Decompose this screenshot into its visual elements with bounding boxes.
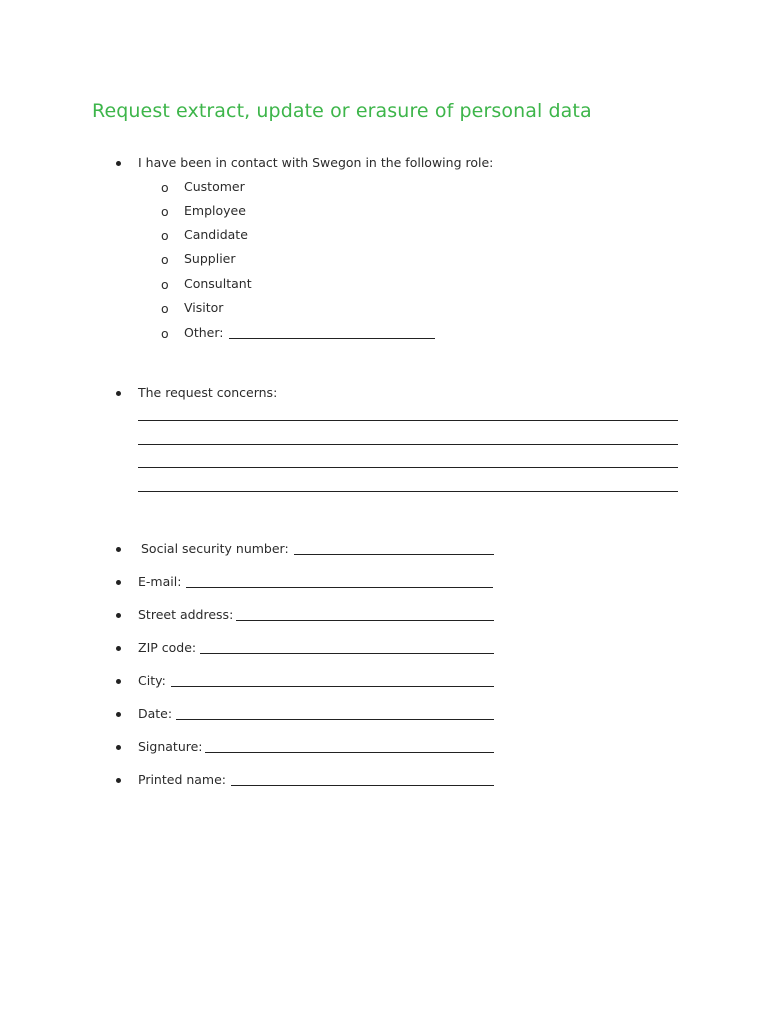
bullet-icon bbox=[116, 547, 121, 552]
email-label: E-mail: bbox=[138, 574, 182, 589]
ssn-field[interactable] bbox=[294, 554, 494, 555]
circle-bullet-icon: o bbox=[161, 204, 169, 219]
role-option-label: Customer bbox=[184, 179, 245, 194]
date-label: Date: bbox=[138, 706, 173, 721]
ssn-label: Social security number: bbox=[141, 541, 289, 556]
printed-name-label: Printed name: bbox=[138, 772, 227, 787]
role-option-label: Supplier bbox=[184, 251, 236, 266]
request-label: The request concerns: bbox=[138, 385, 278, 400]
zip-label: ZIP code: bbox=[138, 640, 197, 655]
request-line-2[interactable] bbox=[138, 444, 678, 445]
circle-bullet-icon: o bbox=[161, 277, 169, 292]
city-field[interactable] bbox=[171, 686, 494, 687]
bullet-icon bbox=[116, 161, 121, 166]
circle-bullet-icon: o bbox=[161, 252, 169, 267]
role-option-label: Candidate bbox=[184, 227, 248, 242]
street-label: Street address: bbox=[138, 607, 234, 622]
bullet-icon bbox=[116, 613, 121, 618]
city-label: City: bbox=[138, 673, 166, 688]
role-option-label: Consultant bbox=[184, 276, 252, 291]
bullet-icon bbox=[116, 646, 121, 651]
signature-label: Signature: bbox=[138, 739, 203, 754]
circle-bullet-icon: o bbox=[161, 228, 169, 243]
circle-bullet-icon: o bbox=[161, 180, 169, 195]
bullet-icon bbox=[116, 712, 121, 717]
request-line-4[interactable] bbox=[138, 491, 678, 492]
other-role-field[interactable] bbox=[229, 338, 435, 339]
street-address-field[interactable] bbox=[236, 620, 494, 621]
page-title: Request extract, update or erasure of personal data bbox=[92, 100, 592, 122]
role-intro: I have been in contact with Swegon in the following role: bbox=[138, 155, 494, 170]
email-field[interactable] bbox=[186, 587, 493, 588]
bullet-icon bbox=[116, 679, 121, 684]
request-line-3[interactable] bbox=[138, 467, 678, 468]
role-option-label: Visitor bbox=[184, 300, 224, 315]
bullet-icon bbox=[116, 778, 121, 783]
bullet-icon bbox=[116, 745, 121, 750]
request-line-1[interactable] bbox=[138, 420, 678, 421]
circle-bullet-icon: o bbox=[161, 301, 169, 316]
bullet-icon bbox=[116, 391, 121, 396]
circle-bullet-icon: o bbox=[161, 326, 169, 341]
printed-name-field[interactable] bbox=[231, 785, 494, 786]
role-option-label: Employee bbox=[184, 203, 246, 218]
zip-code-field[interactable] bbox=[200, 653, 494, 654]
bullet-icon bbox=[116, 580, 121, 585]
signature-field[interactable] bbox=[205, 752, 494, 753]
role-option-label: Other: bbox=[184, 325, 224, 340]
date-field[interactable] bbox=[176, 719, 494, 720]
